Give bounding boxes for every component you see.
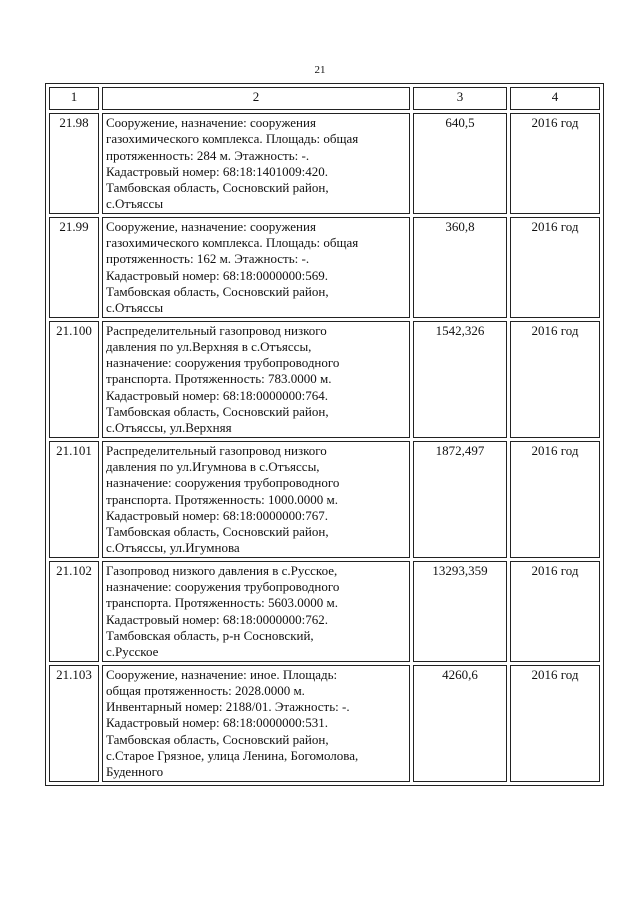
description-line: с.Старое Грязное, улица Ленина, Богомолова, (106, 747, 359, 763)
row-number: 21.101 (49, 441, 99, 558)
table-row (49, 113, 600, 214)
row-number: 21.102 (49, 561, 99, 662)
description-line: давления по ул.Верхняя в с.Отъяссы, (106, 338, 312, 354)
row-value: 360,8 (413, 217, 507, 318)
description-line: Кадастровый номер: 68:18:0000000:569. (106, 267, 328, 283)
row-description (102, 217, 410, 318)
description-line: протяженность: 162 м. Этажность: -. (106, 251, 310, 267)
row-description (102, 665, 410, 782)
row-year: 2016 год (510, 665, 600, 782)
row-description (102, 113, 410, 214)
description-line: Кадастровый номер: 68:18:0000000:531. (106, 715, 328, 731)
description-line: Тамбовская область, Сосновский район, (106, 180, 329, 196)
row-number: 21.99 (49, 217, 99, 318)
row-year: 2016 год (510, 321, 600, 438)
description-line: Тамбовская область, Сосновский район, (106, 404, 329, 420)
row-value: 4260,6 (413, 665, 507, 782)
description-line: транспорта. Протяженность: 5603.0000 м. (106, 595, 338, 611)
table-row (49, 321, 600, 438)
row-description (102, 321, 410, 438)
row-number: 21.100 (49, 321, 99, 438)
description-line: Сооружение, назначение: иное. Площадь: (106, 666, 338, 682)
description-line: Кадастровый номер: 68:18:0000000:764. (106, 387, 328, 403)
description-line: Тамбовская область, Сосновский район, (106, 731, 329, 747)
header-col-3: 3 (413, 87, 507, 110)
table-row (49, 561, 600, 662)
description-line: Распределительный газопровод низкого (106, 322, 327, 338)
description-line: назначение: сооружения трубопроводного (106, 355, 340, 371)
description-line: Сооружение, назначение: сооружения (106, 218, 316, 234)
description-line: Буденного (106, 764, 164, 780)
table-row (49, 217, 600, 318)
table-row (49, 665, 600, 782)
row-year: 2016 год (510, 113, 600, 214)
row-value: 640,5 (413, 113, 507, 214)
description-line: с.Отъяссы, ул.Игумнова (106, 540, 240, 556)
description-line: Кадастровый номер: 68:18:1401009:420. (106, 163, 328, 179)
description-line: транспорта. Протяженность: 783.0000 м. (106, 371, 332, 387)
description-line: Инвентарный номер: 2188/01. Этажность: -. (106, 699, 350, 715)
description-line: Распределительный газопровод низкого (106, 442, 327, 458)
header-col-1: 1 (49, 87, 99, 110)
row-description (102, 441, 410, 558)
row-year: 2016 год (510, 217, 600, 318)
header-row (49, 87, 600, 110)
table-header (49, 87, 600, 110)
row-value: 13293,359 (413, 561, 507, 662)
description-line: Тамбовская область, р-н Сосновский, (106, 627, 314, 643)
description-line: газохимического комплекса. Площадь: общая (106, 235, 359, 251)
description-line: Газопровод низкого давления в с.Русское, (106, 562, 338, 578)
table-row (49, 441, 600, 558)
page-number: 21 (314, 64, 326, 76)
property-table (45, 83, 604, 786)
description-line: Сооружение, назначение: сооружения (106, 115, 316, 130)
description-line: с.Отъяссы (106, 300, 164, 316)
description-line: Тамбовская область, Сосновский район, (106, 524, 329, 540)
description-line: общая протяженность: 2028.0000 м. (106, 682, 305, 698)
description-line: с.Отъяссы (106, 196, 164, 212)
row-year: 2016 год (510, 441, 600, 558)
header-col-4: 4 (510, 87, 600, 110)
description-line: транспорта. Протяженность: 1000.0000 м. (106, 491, 338, 507)
row-number: 21.98 (49, 113, 99, 214)
row-description (102, 561, 410, 662)
description-line: назначение: сооружения трубопроводного (106, 475, 340, 491)
table-body (49, 113, 600, 782)
description-line: давления по ул.Игумнова в с.Отъяссы, (106, 458, 320, 474)
description-line: с.Отъяссы, ул.Верхняя (106, 420, 232, 436)
header-col-2: 2 (102, 87, 410, 110)
description-line: газохимического комплекса. Площадь: общая (106, 131, 359, 147)
description-line: Кадастровый номер: 68:18:0000000:762. (106, 611, 328, 627)
row-value: 1872,497 (413, 441, 507, 558)
description-line: назначение: сооружения трубопроводного (106, 579, 340, 595)
description-line: с.Русское (106, 644, 159, 660)
description-line: Кадастровый номер: 68:18:0000000:767. (106, 507, 328, 523)
description-line: протяженность: 284 м. Этажность: -. (106, 147, 310, 163)
row-number: 21.103 (49, 665, 99, 782)
row-year: 2016 год (510, 561, 600, 662)
row-value: 1542,326 (413, 321, 507, 438)
description-line: Тамбовская область, Сосновский район, (106, 283, 329, 299)
